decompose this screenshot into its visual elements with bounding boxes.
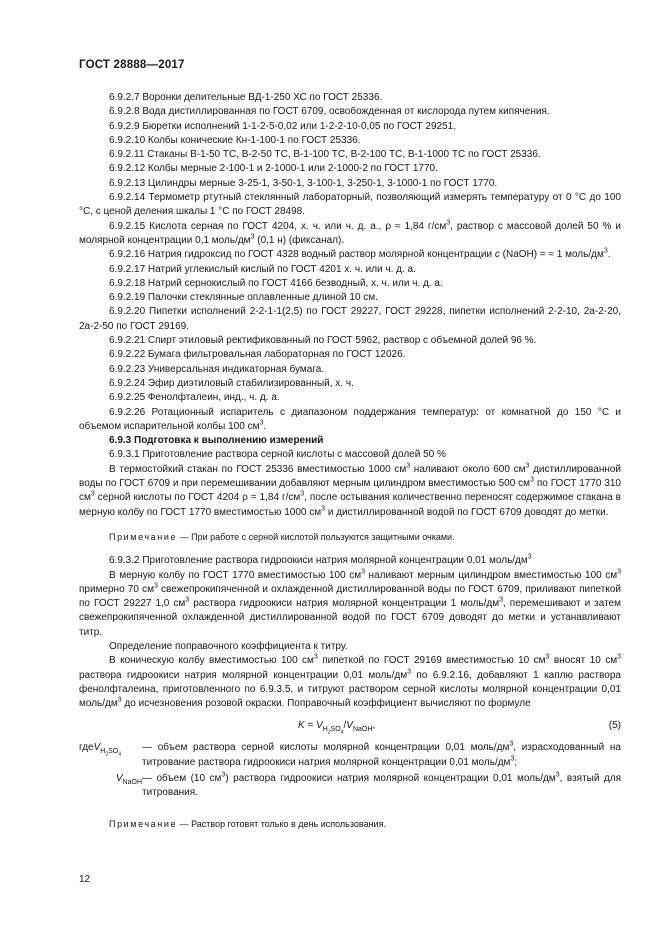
formula-number: (5) <box>608 720 621 732</box>
page-number: 12 <box>79 874 91 885</box>
item-6-9-2-20: 6.9.2.20 Пипетки исполнений 2-2-1-1(2,5) по ГОСТ 29227, ГОСТ 29228, пипетки исполнений 2-2-10, 2а-2-20, 2а-2-50 по ГОСТ 29169. <box>79 306 621 332</box>
item-6-9-2-16: 6.9.2.16 Натрия гидроксид по ГОСТ 4328 водный раствор молярной концентрации c (NaOH) = ≈ 1 моль/$дм^3$. <box>109 247 611 261</box>
item-6-9-2-14: 6.9.2.14 Термометр ртутный стеклянный лабораторный, позволяющий измерять температуру от 0 °С до 100 °С, с ценой деления шкалы 1 °С по ГОСТ 28498. <box>79 192 621 218</box>
item-6-9-2-24: 6.9.2.24 Эфир диэтиловый стабилизированный, х. ч. <box>109 377 354 389</box>
variable-v-h2so4: гдеV$_{H_2SO_4}$ — объем раствора серной кислоты молярной концентрации 0,01 моль/$дм^3$, израсходованный на титрование раствора гидроокиси натрия молярной концентрации 0,01 моль/$дм^3$; <box>79 741 621 768</box>
item-6-9-2-9: 6.9.2.9 Бюретки исполнений 1-1-2-5-0,02 или 1-2-2-10-0,05 по ГОСТ 29251. <box>109 120 456 132</box>
item-6-9-2-10: 6.9.2.10 Колбы конические Кн-1-100-1 по ГОСТ 25336. <box>109 134 361 146</box>
paragraph-titration: В коническую колбу вместимостью 100 $см^3$ пипеткой по ГОСТ 29169 вместимостью 10 $см^3$ вносят 10 $см^3$ раствора гидроокиси натрия молярной концентрации 0,01 моль/$дм^3$ по 6.9.2.16, добавляют 1 каплю раствора фенолфталеина, приготовленного по 6.9.3.5, и титруют раствором серной кислоты молярной концентрации 0,01 моль/$дм^3$ до исчезновения розовой окраски. Поправочный коэффициент вычисляют по формуле <box>79 653 621 710</box>
item-6-9-2-19: 6.9.2.19 Палочки стеклянные оплавленные длиной 10 см. <box>109 292 378 304</box>
item-6-9-2-12: 6.9.2.12 Колбы мерные 2-100-1 и 2-1000-1 или 2-1000-2 по ГОСТ 1770. <box>109 163 438 175</box>
item-6-9-2-11: 6.9.2.11 Стаканы В-1-50 ТС, В-2-50 ТС, В-1-100 ТС, В-2-100 ТС, В-1-1000 ТС по ГОСТ 25336. <box>109 149 541 161</box>
subsection-6-9-3-2: 6.9.3.2 Приготовление раствора гидроокиси натрия молярной концентрации 0,01 моль/$дм^3$ <box>109 553 532 567</box>
variable-v-naoh: $V_{NaOH}$ — объем (10 $см^3$) раствора гидроокиси натрия молярной концентрации 0,01 моль/$дм^3$, взятый для титрования. <box>115 771 621 799</box>
item-6-9-2-25: 6.9.2.25 Фенолфталеин, инд., ч. д. а. <box>109 392 280 404</box>
paragraph-definition: Определение поправочного коэффициента к титру. <box>109 640 348 652</box>
note-2: Примечание — Раствор готовят только в день использования. <box>109 818 386 829</box>
formula-5 <box>79 715 621 737</box>
note-1: Примечание — При работе с серной кислотой пользуются защитными очками. <box>109 531 455 542</box>
formula-expression: $K = V_{H_2SO_4}/V_{NaOH}$, <box>298 720 376 736</box>
page-header: ГОСТ 28888—2017 <box>79 59 185 71</box>
paragraph-naoh-prep: В мерную колбу по ГОСТ 1770 вместимостью 100 $см^3$ наливают мерным цилиндром вместимостью 100 $см^3$ примерно 70 $см^3$ свежепрокипяченной и охлажденной дистиллированной воды по ГОСТ 6709, приливают пипеткой по ГОСТ 29227 1,0 $см^3$ раствора гидроокиси натрия молярной концентрации 1 моль/$дм^3$, перемешивают и затем свежепрокипяченной охлажденной дистиллированной водой по ГОСТ 6709 доводят до метки и устанавливают титр. <box>79 568 622 638</box>
item-6-9-2-15: 6.9.2.15 Кислота серная по ГОСТ 4204, х. ч. или ч. д. а., ρ ≈ 1,84 $г/см^3$, раствор с массовой долей 50 % и молярной концентрации 0,1 моль/$дм^3$ (0,1 н) (фиксанал). <box>79 219 621 246</box>
item-6-9-2-21: 6.9.2.21 Спирт этиловый ректификованный по ГОСТ 5962, раствор с объемной долей 96 %. <box>109 335 537 347</box>
item-6-9-2-18: 6.9.2.18 Натрий сернокислый по ГОСТ 4166 безводный, х. ч. или ч. д. а. <box>109 277 443 289</box>
paragraph-acid-prep: В термостойкий стакан по ГОСТ 25336 вместимостью 1000 $см^3$ наливают около 600 $см^3$ дистиллированной воды по ГОСТ 6709 и при перемешивании добавляют мерным цилиндром вместимостью 500 $см^3$ по ГОСТ 1770 310 $см^3$ серной кислоты по ГОСТ 4204 ρ = 1,84 $г/см^3$, после остывания количественно переносят содержимое стакана в мерную колбу по ГОСТ 1770 вместимостью 1000 $см^3$ и дистиллированной водой по ГОСТ 6709 доводят до метки. <box>79 462 622 518</box>
subsection-6-9-3-1: 6.9.3.1 Приготовление раствора серной кислоты с массовой долей 50 % <box>109 449 446 461</box>
item-6-9-2-13: 6.9.2.13 Цилиндры мерные 3-25-1, 3-50-1, 3-100-1, 3-250-1, 3-1000-1 по ГОСТ 1770. <box>109 177 498 189</box>
item-6-9-2-8: 6.9.2.8 Вода дистиллированная по ГОСТ 6709, освобожденная от кислорода путем кипячения. <box>109 106 550 118</box>
document-body <box>79 91 621 841</box>
variables-list <box>79 741 621 800</box>
item-6-9-2-7: 6.9.2.7 Воронки делительные ВД-1-250 ХС по ГОСТ 25336. <box>109 92 383 103</box>
item-6-9-2-26: 6.9.2.26 Ротационный испаритель с диапазоном поддержания температур: от комнатной до 150 °С и объемом испарительной колбы 100 $см^3$. <box>79 406 621 432</box>
item-6-9-2-23: 6.9.2.23 Универсальная индикаторная бумага. <box>109 363 325 375</box>
item-6-9-2-17: 6.9.2.17 Натрий углекислый кислый по ГОСТ 4201 х. ч. или ч. д. а. <box>109 263 416 275</box>
section-heading: 6.9.3 Подготовка к выполнению измерений <box>109 435 324 447</box>
item-6-9-2-22: 6.9.2.22 Бумага фильтровальная лабораторная по ГОСТ 12026. <box>109 349 406 361</box>
